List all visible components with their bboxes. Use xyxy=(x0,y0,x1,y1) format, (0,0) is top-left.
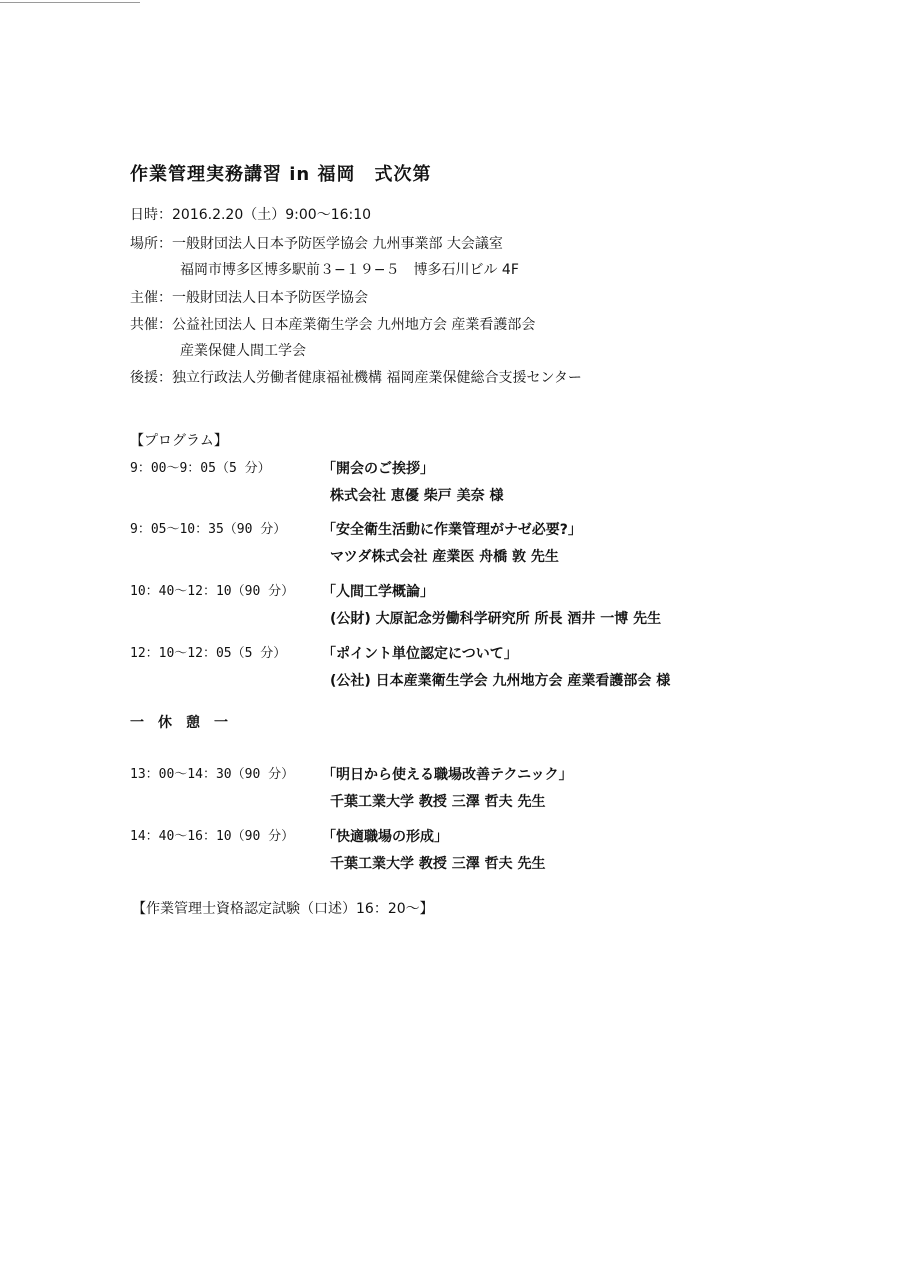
info-date xyxy=(130,206,810,224)
program-time: 9：05〜10：35（90 分） xyxy=(130,522,287,537)
program-speaker: 千葉工業大学 教授 三澤 哲夫 先生 xyxy=(330,856,546,872)
exam-note: 【作業管理士資格認定試験（口述）16：20〜】 xyxy=(132,901,434,917)
info-support-label: 後援： xyxy=(130,370,172,386)
program-title: 「快適職場の形成」 xyxy=(322,829,448,845)
program-time: 13：00〜14：30（90 分） xyxy=(130,767,295,782)
program-title: 「開会のご挨拶」 xyxy=(322,461,434,477)
info-cohost-value: 公益社団法人 日本産業衛生学会 九州地方会 産業看護部会 xyxy=(172,317,536,333)
scan-edge-mark xyxy=(0,2,140,3)
info-support-value: 独立行政法人労働者健康福祉機構 福岡産業保健総合支援センター xyxy=(172,370,582,386)
info-venue-label: 場所： xyxy=(130,236,172,252)
program-speaker: (公社) 日本産業衛生学会 九州地方会 産業看護部会 様 xyxy=(330,673,671,689)
program-heading: 【プログラム】 xyxy=(130,433,228,449)
program-speaker: マツダ株式会社 産業医 舟橋 敦 先生 xyxy=(330,549,559,565)
page-title: 作業管理実務講習 in 福岡 式次第 xyxy=(130,164,432,185)
info-cohost-value2: 産業保健人間工学会 xyxy=(180,343,306,359)
info-venue-value: 一般財団法人日本予防医学協会 九州事業部 大会議室 xyxy=(172,236,503,252)
program-speaker: (公財) 大原記念労働科学研究所 所長 酒井 一博 先生 xyxy=(330,611,662,627)
info-organizer-value: 一般財団法人日本予防医学協会 xyxy=(172,290,368,306)
program-title: 「安全衛生活動に作業管理がナゼ必要?」 xyxy=(322,522,582,538)
info-organizer-label: 主催： xyxy=(130,290,172,306)
break-label: 一 休 憩 一 xyxy=(130,715,228,731)
info-organizer xyxy=(130,289,810,307)
info-cohost xyxy=(130,316,810,334)
program-title: 「人間工学概論」 xyxy=(322,584,434,600)
info-support xyxy=(130,369,810,387)
program-time: 12：10〜12：05（5 分） xyxy=(130,646,287,661)
program-speaker: 株式会社 恵優 柴戸 美奈 様 xyxy=(330,488,504,504)
program-time: 9：00〜9：05（5 分） xyxy=(130,461,271,476)
program-speaker: 千葉工業大学 教授 三澤 哲夫 先生 xyxy=(330,794,546,810)
info-venue-address: 福岡市博多区博多駅前３−１９−５ 博多石川ビル 4F xyxy=(180,262,519,278)
program-title: 「明日から使える職場改善テクニック」 xyxy=(322,767,573,783)
program-title: 「ポイント単位認定について」 xyxy=(322,646,518,662)
program-time: 14：40〜16：10（90 分） xyxy=(130,829,295,844)
program-time: 10：40〜12：10（90 分） xyxy=(130,584,295,599)
info-cohost-label: 共催： xyxy=(130,317,172,333)
info-date-value: 2016.2.20（土）9:00〜16:10 xyxy=(172,207,372,223)
info-venue xyxy=(130,235,810,253)
info-date-label: 日時： xyxy=(130,207,172,223)
